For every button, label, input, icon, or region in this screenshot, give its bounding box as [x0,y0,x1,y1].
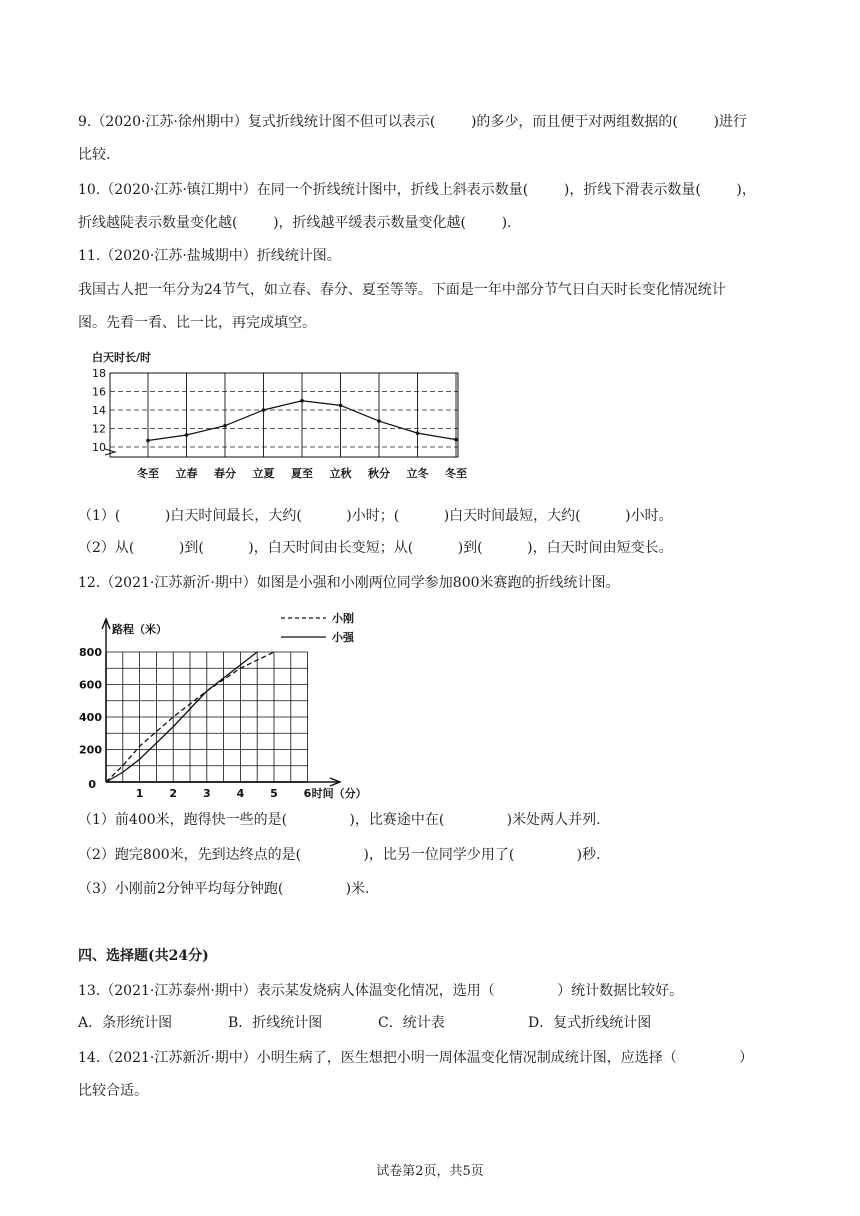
q12-header: 12.（2021·江苏新沂·期中）如图是小强和小刚两位同学参加800米赛跑的折线统计图。 [78,575,620,591]
q11-header: 11.（2020·江苏·盐城期中）折线统计图。 [78,248,341,264]
x-tick-label: 3 [202,787,211,800]
y-tick-label: 400 [79,711,102,724]
q10-line1: 10.（2020·江苏·镇江期中）在同一个折线统计图中，折线上斜表示数量( )，折线下滑表示数量( )， [78,182,756,198]
x-tick-label: 春分 [214,467,236,480]
y-tick-label: 14 [92,404,106,417]
data-point [339,404,343,408]
q11-intro1: 我国古人把一年分为24节气，如立春、春分、夏至等等。下面是一年中部分节气日白天时长变化情况统计 [78,282,726,298]
data-point [146,439,150,443]
data-point [262,408,266,412]
q9-line2: 比较. [78,147,111,163]
y-tick-label: 10 [92,441,106,454]
page-footer: 试卷第2页，共5页 [376,1164,484,1179]
x-tick-label: 立冬 [406,467,429,480]
x-tick-label: 冬至 [445,467,467,480]
data-point [185,433,189,437]
q11-sub1: （1）( )白天时间最长，大约( )小时；( )白天时间最短，大约( )小时。 [78,508,673,524]
data-point [377,419,381,423]
legend-label: 小强 [332,631,354,644]
q12-sub1: （1）前400米，跑得快一些的是( )，比赛途中在( )米处两人并列. [78,812,601,828]
q13-option-d: D．复式折线统计图 [528,1015,652,1031]
origin-label: 0 [88,778,96,791]
y-tick-label: 12 [92,422,106,436]
q11-intro2: 图。先看一看、比一比，再完成填空。 [78,315,316,331]
data-point [454,438,458,442]
daylight-line-chart [80,345,480,495]
q10-line2: 折线越陡表示数量变化越( )，折线越平缓表示数量变化越( ). [78,215,512,231]
section-title: 四、选择题(共24分) [78,948,209,964]
y-tick-label: 200 [79,743,102,757]
x-tick-label: 冬至 [137,467,159,480]
q12-sub2: （2）跑完800米，先到达终点的是( )，比另一位同学少用了( )秒. [78,847,601,863]
q14-line1: 14.（2021·江苏新沂·期中）小明生病了，医生想把小明一周体温变化情况制成统计图，应选择（ ） [78,1050,754,1066]
x-tick-label: 1 [135,787,144,800]
q13-text: 13.（2021·江苏泰州·期中）表示某发烧病人体温变化情况，选用（ ）统计数据比较好。 [78,983,684,999]
x-tick-label: 立春 [175,467,198,480]
y-tick-label: 16 [92,385,106,399]
data-point [416,431,420,435]
data-point [223,424,227,428]
y-axis-label: 白天时长/时 [92,351,152,364]
x-tick-label: 秋分 [368,467,390,480]
q12-sub3: （3）小刚前2分钟平均每分钟跑( )米. [78,881,370,897]
q14-line2: 比较合适。 [78,1083,148,1099]
q9-line1: 9.（2020·江苏·徐州期中）复式折线统计图不但可以表示( )的多少，而且便于对两组数据的( )进行 [78,114,747,130]
x-tick-label: 立夏 [252,467,275,480]
data-point [300,399,304,403]
x-tick-label: 2 [169,787,178,800]
y-tick-label: 18 [92,367,106,380]
y-axis-label: 路程（米） [112,623,167,636]
x-axis-label: 时间（分） [311,787,367,800]
x-tick-label: 5 [270,787,278,800]
x-tick-label: 4 [236,787,245,800]
q13-option-a: A．条形统计图 [78,1015,173,1031]
y-tick-label: 800 [79,646,102,659]
race-line-chart [76,605,396,805]
y-tick-label: 600 [79,678,102,692]
legend-label: 小刚 [332,612,354,625]
q13-option-b: B．折线统计图 [228,1015,323,1031]
q11-sub2: （2）从( )到( )，白天时间由长变短；从( )到( )，白天时间由短变长。 [78,540,673,556]
x-tick-label: 夏至 [291,467,313,480]
q13-option-c: C．统计表 [378,1015,445,1031]
x-tick-label: 6 [303,787,312,800]
x-tick-label: 立秋 [329,467,352,480]
plot-frame [110,373,458,457]
